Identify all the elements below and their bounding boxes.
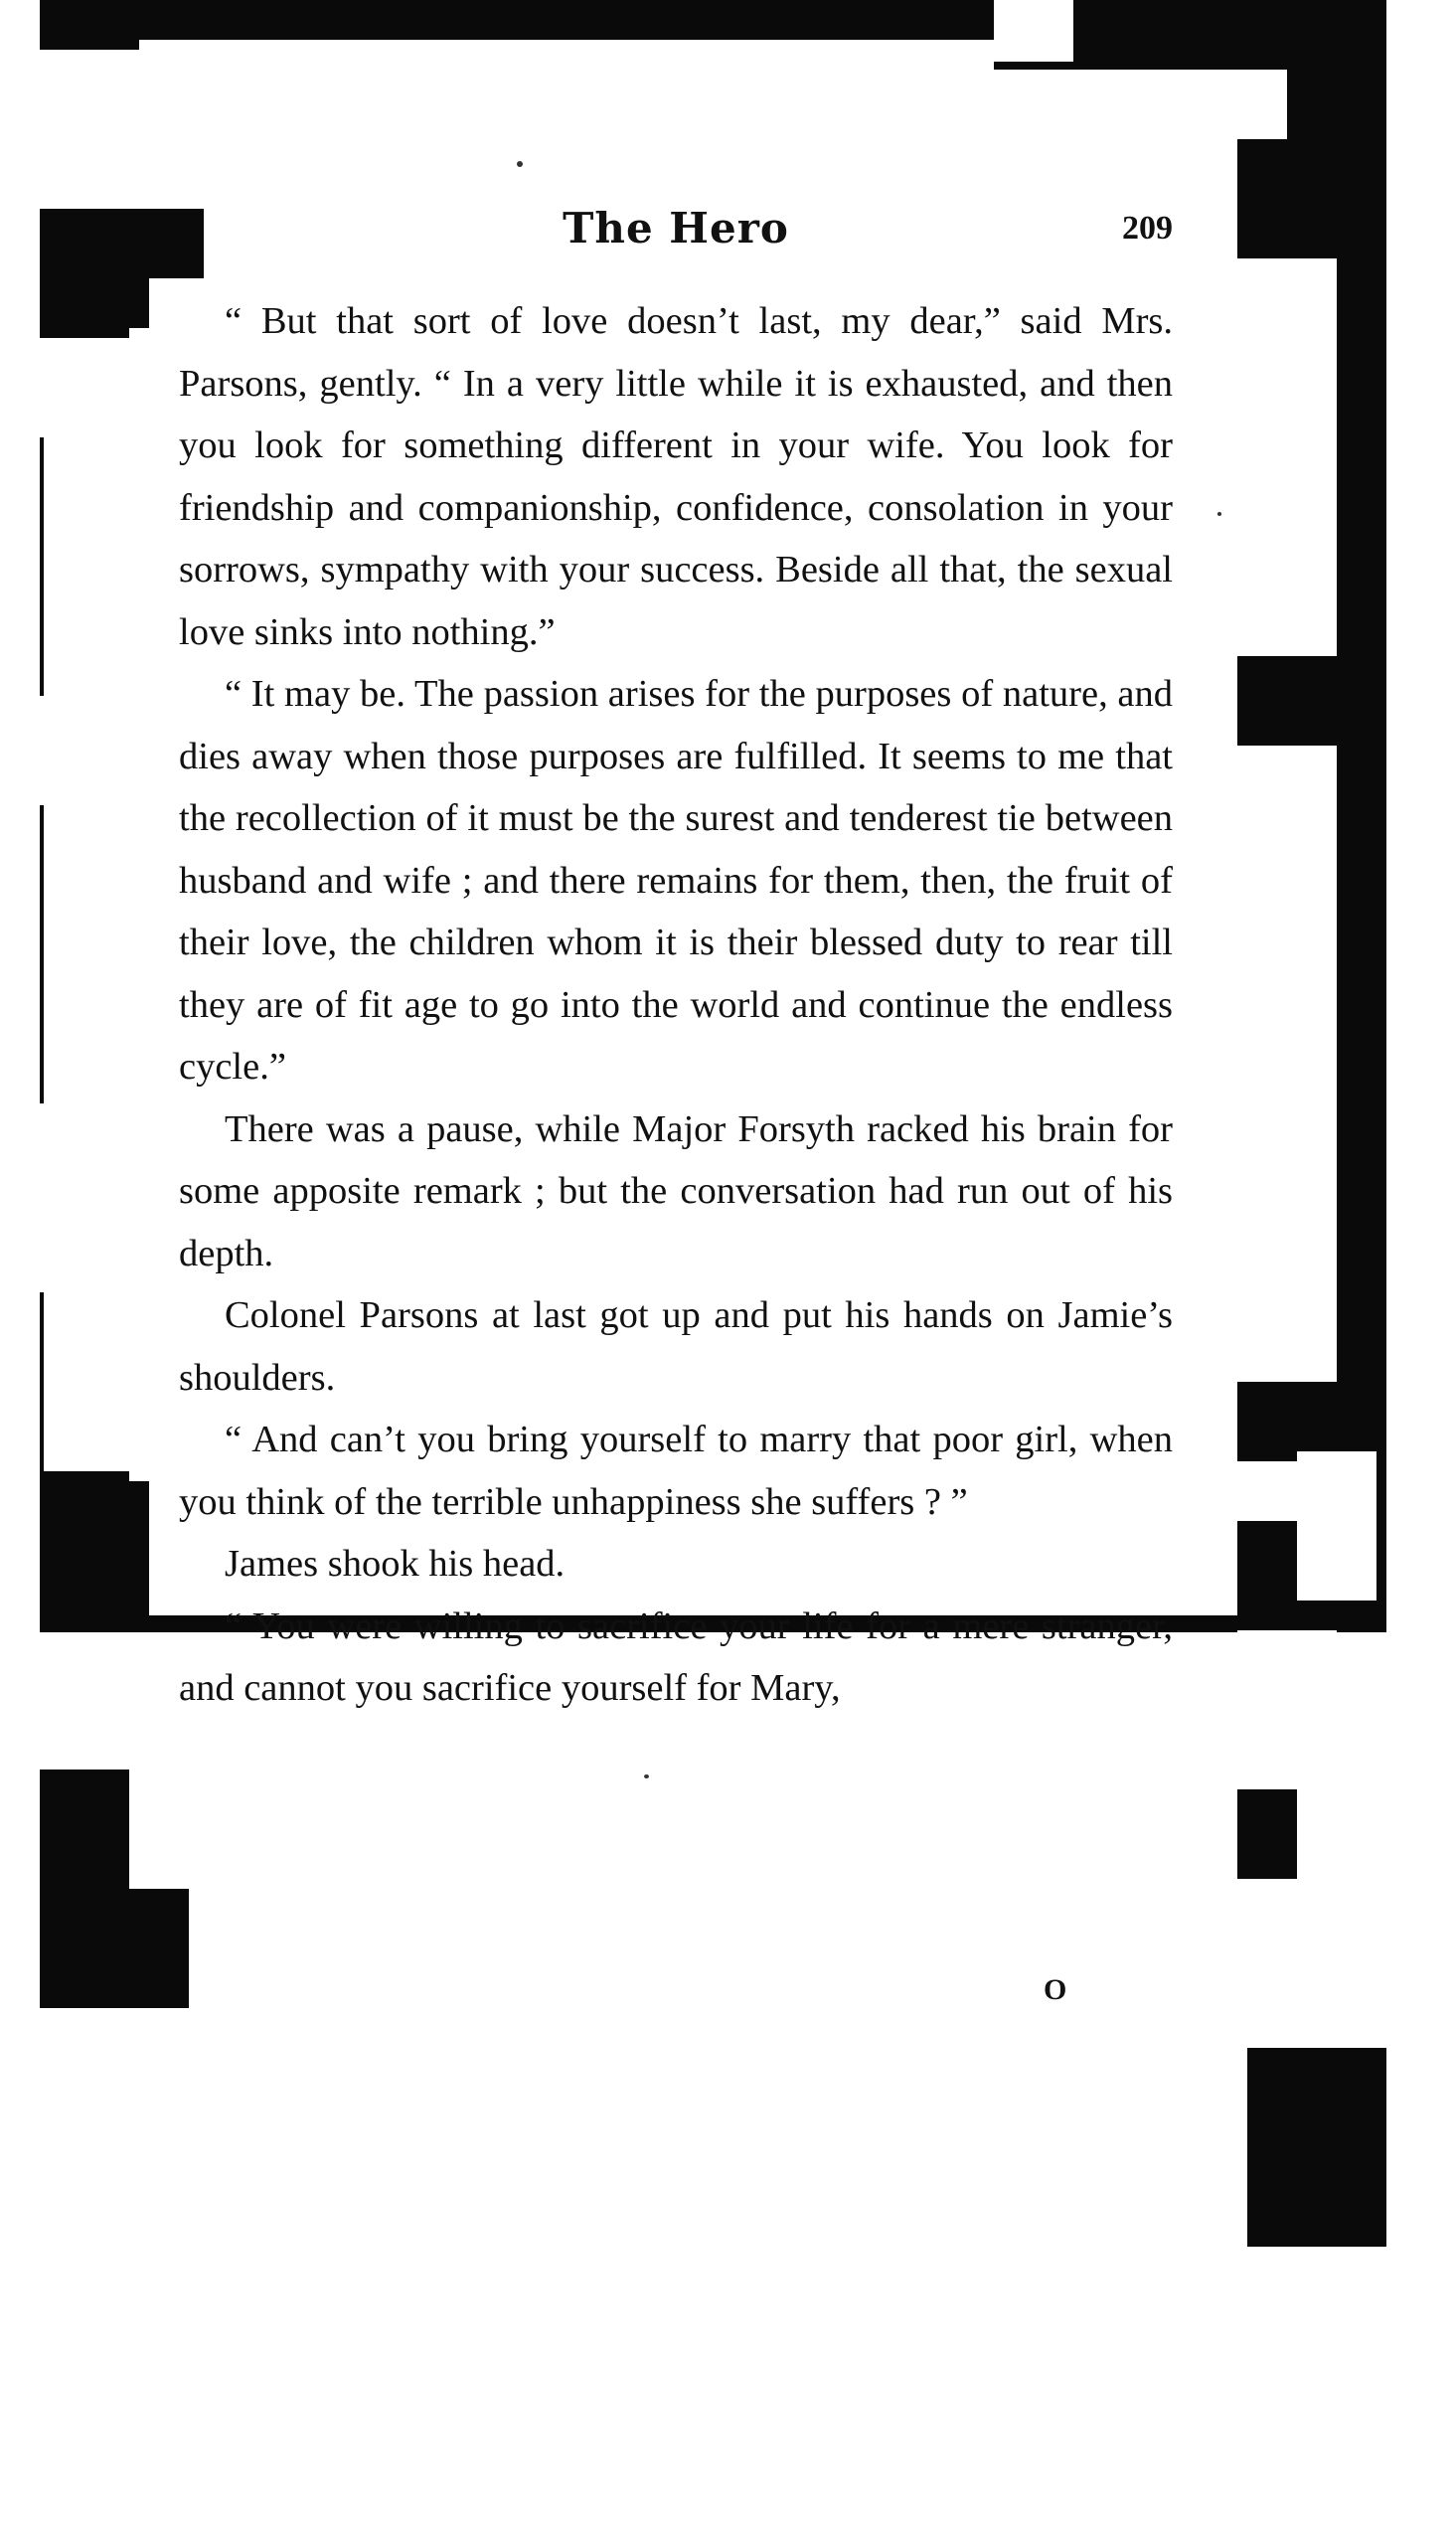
running-title: The Hero	[563, 204, 789, 253]
left-lower-black	[60, 1481, 119, 1630]
page-number: 209	[1122, 210, 1173, 247]
paragraph: There was a pause, while Major Forsyth racked his brain for some apposite remark ; but the conversation had run out of his depth.	[179, 1107, 1173, 1274]
left-rule-2	[40, 805, 44, 1103]
signature-mark: O	[1044, 1973, 1067, 2006]
right-black-1	[1237, 139, 1307, 258]
left-margin-top	[40, 70, 199, 209]
right-black-3	[1237, 1382, 1297, 1461]
right-black-2	[1237, 656, 1297, 746]
text-area-left-pad	[129, 328, 169, 1461]
scan-speck	[644, 1774, 649, 1778]
left-lower-black-3	[40, 1889, 189, 2008]
left-upper-black-2	[40, 278, 129, 338]
paragraph: “ And can’t you bring yourself to marry that poor girl, when you think of the terrible unhappiness she suffers ? ”	[179, 1419, 1173, 1523]
scan-speck	[1217, 512, 1221, 516]
running-head	[179, 204, 1173, 273]
paragraph: “ It may be. The passion arises for the purposes of nature, and dies away when those purposes are fulfilled. It seems to me that the recollection of it must be the surest and tenderest tie between husband and wife ; and there remains for them, then, the fruit of their love, the children whom it is their blessed duty to rear till they are of fit age to go into the world and continue the endless cycle.”	[179, 673, 1173, 1088]
paragraph: Colonel Parsons at last got up and put his hands on Jamie’s shoulders.	[179, 1294, 1173, 1399]
top-edge-gap	[139, 40, 994, 70]
paragraph: “ But that sort of love doesn’t last, my dear,” said Mrs. Parsons, gently. “ In a very little while it is exhausted, and then you look for something different in your wife. You look for friendship and companionship, confidence, consolation in your sorrows, sympathy with your success. Beside all that, the sexual love sinks into nothing.”	[179, 300, 1173, 653]
right-white-2	[1237, 746, 1337, 1382]
body-text	[179, 290, 1173, 1720]
right-white-1	[1237, 258, 1337, 656]
right-black-4	[1237, 1521, 1297, 1620]
right-black-5	[1237, 1789, 1297, 1879]
paragraph: “ You were willing to sacrifice your life for a mere stranger, and cannot you sacrifice yourself for Mary,	[179, 1604, 1173, 1709]
top-white-area	[40, 70, 1133, 209]
left-lower-black-2	[40, 1770, 129, 1889]
below-scan-area	[0, 1632, 1456, 2528]
top-white-gap	[994, 0, 1073, 62]
right-black-6	[1247, 2048, 1386, 2247]
left-rule-1	[40, 437, 44, 696]
paragraph: James shook his head.	[225, 1543, 566, 1585]
scan-speck	[517, 161, 523, 167]
